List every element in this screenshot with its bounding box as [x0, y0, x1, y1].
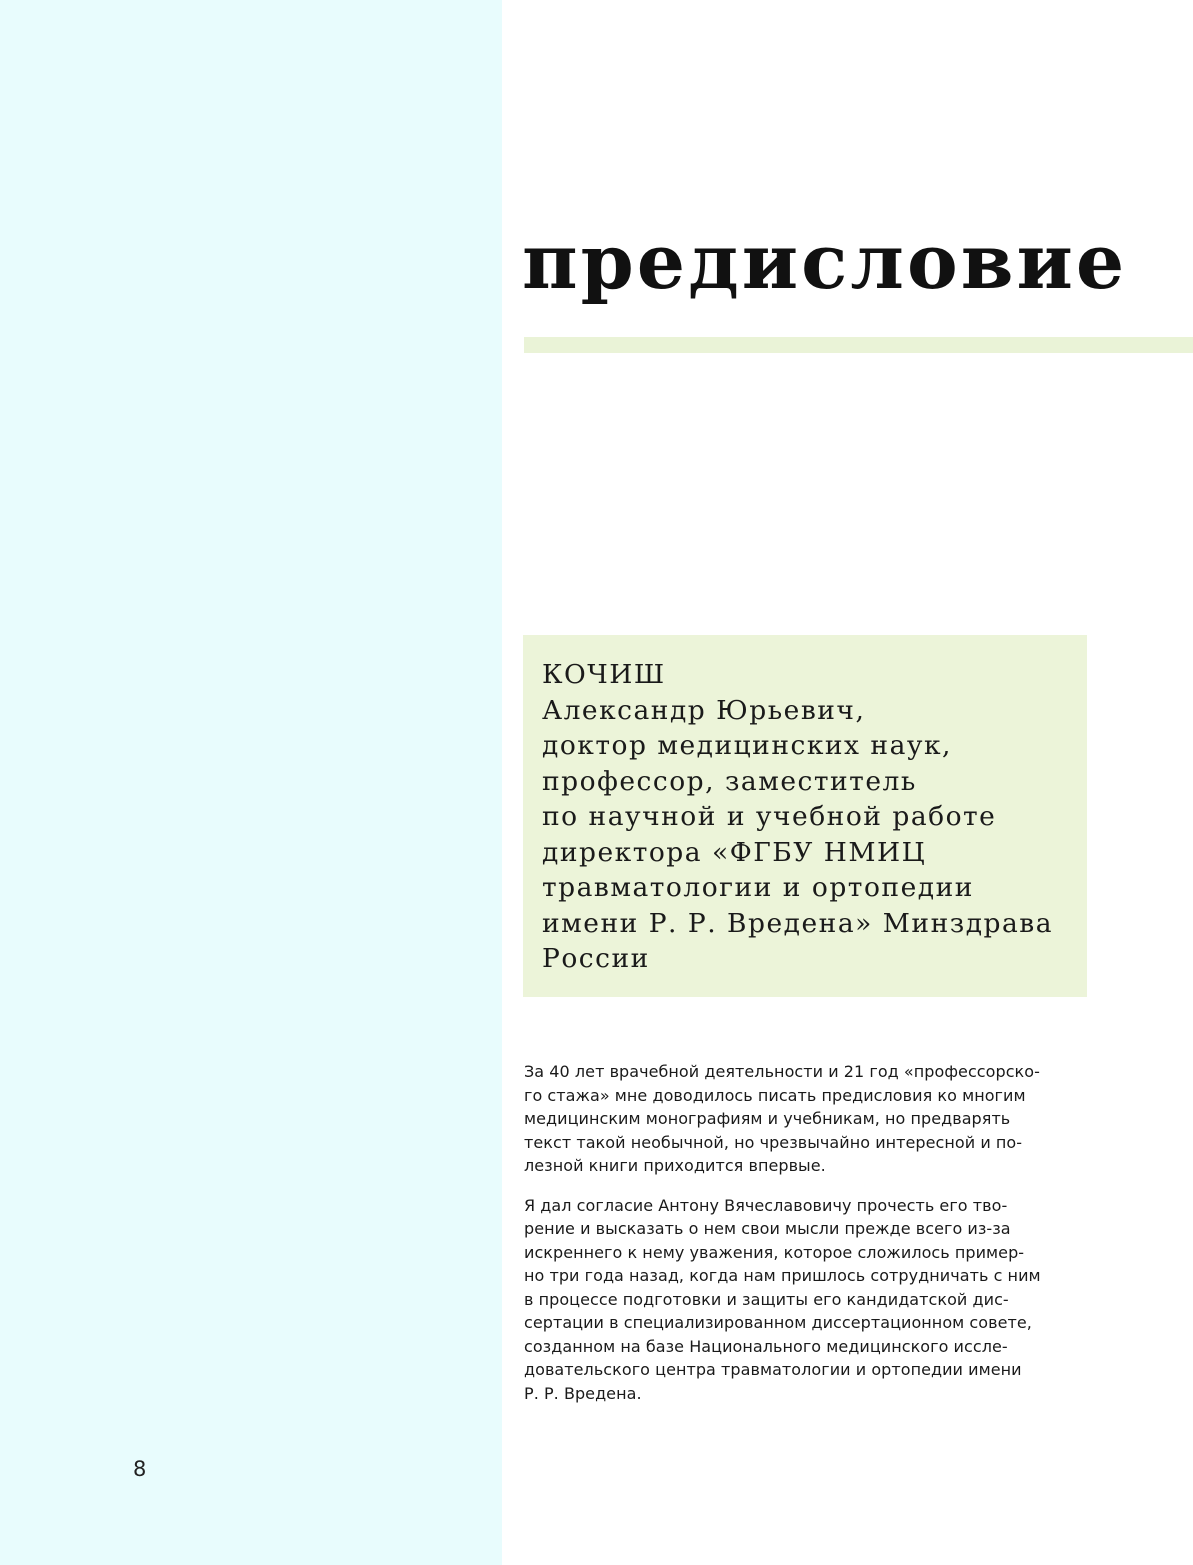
text-line: текст такой необычной, но чрезвычайно интересной и по-: [524, 1132, 1023, 1152]
author-given-name: Александр Юрьевич,: [542, 694, 866, 726]
left-color-panel: [0, 0, 502, 1565]
text-line: го стажа» мне доводилось писать предисловия ко многим: [524, 1085, 1026, 1105]
text-line: За 40 лет врачебной деятельности и 21 год «профессорско-: [524, 1062, 1040, 1081]
author-position-line: имени Р. Р. Вредена» Минздрава: [542, 907, 1053, 939]
author-position-line: профессор, заместитель: [542, 765, 917, 797]
text-line: медицинским монографиям и учебникам, но предварять: [524, 1109, 1011, 1128]
text-line: созданном на базе Национального медицинского иссле-: [524, 1336, 1008, 1356]
paragraph: [524, 1194, 1090, 1406]
author-position-line: директора «ФГБУ НМИЦ: [542, 836, 927, 868]
page-title: предисловие: [522, 217, 1128, 306]
text-line: лезной книги приходится впервые.: [524, 1156, 826, 1175]
author-info-box: [523, 635, 1087, 997]
title-underline-bar: [524, 337, 1193, 353]
author-degree: доктор медицинских наук,: [542, 730, 952, 761]
author-surname: КОЧИШ: [542, 659, 666, 690]
text-line: искреннего к нему уважения, которое сложилось пример-: [524, 1242, 1025, 1262]
author-position-line: по научной и учебной работе: [542, 801, 997, 832]
author-position-line: России: [542, 943, 650, 974]
text-line: но три года назад, когда нам пришлось сотрудничать с ним: [524, 1266, 1041, 1285]
text-line: Я дал согласие Антону Вячеславовичу прочесть его тво-: [524, 1195, 1008, 1215]
page-number: 8: [133, 1457, 147, 1481]
body-text: [524, 1060, 1090, 1421]
paragraph: [524, 1060, 1090, 1178]
text-line: довательского центра травматологии и ортопедии имени: [524, 1360, 1022, 1379]
text-line: сертации в специализированном диссертационном совете,: [524, 1313, 1032, 1332]
author-position-line: травматологии и ортопедии: [542, 872, 974, 903]
text-line: рение и высказать о нем свои мысли прежде всего из-за: [524, 1219, 1011, 1238]
text-line: в процессе подготовки и защиты его кандидатской дис-: [524, 1289, 1009, 1309]
text-line: Р. Р. Вредена.: [524, 1383, 642, 1403]
